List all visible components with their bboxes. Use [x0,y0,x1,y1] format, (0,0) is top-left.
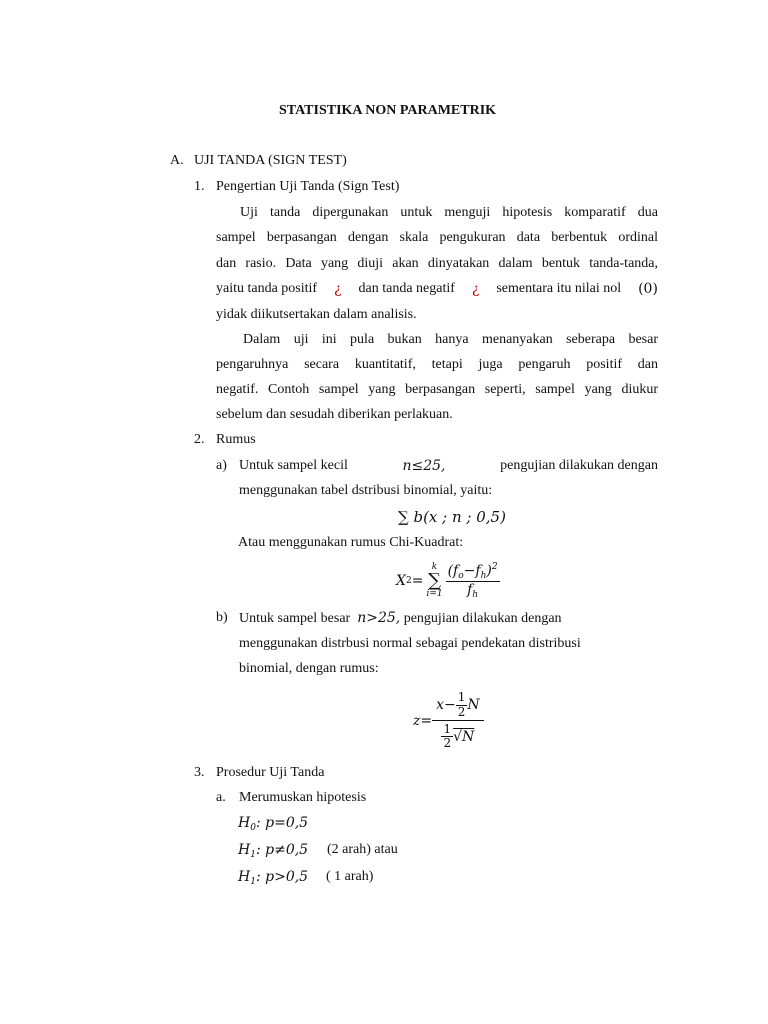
text-fragment: pengujian dilakukan dengan [403,611,562,626]
chi-fraction [446,562,500,601]
text-fragment: pengujian dilakukan dengan [500,458,658,473]
denominator: f [467,582,473,598]
chi-lhs: X [396,573,406,589]
z-formula [413,686,484,756]
chi-square-intro: Atau menggunakan rumus Chi-Kuadrat: [238,535,464,550]
half-numerator: 1 [443,721,452,736]
sum-upper-limit: k [431,562,438,572]
section-marker: A. [170,153,184,168]
text-fragment: dan tanda negatif [358,281,455,296]
paragraph-1-line: dan rasio. Data yang diuji akan dinyatakan dalam bentuk tanda-tanda, [216,256,658,271]
expected-subscript: h [480,570,487,581]
chi-lhs-exponent: 2 [405,576,412,586]
large-sample-condition: n>25, [357,610,401,626]
paragraph-1-line: sampel berpasangan dengan skala pengukuran data berbentuk ordinal [216,230,658,245]
sub-item-a-marker: a) [216,458,227,473]
sqrt-n: √N [453,728,475,745]
page-title: STATISTIKA NON PARAMETRIK [279,103,497,118]
half-denominator: 2 [443,736,452,751]
h-symbol: H [238,815,251,831]
h-subscript: 1 [250,877,256,887]
item-2-heading: Rumus [216,432,256,447]
positive-sign-symbol: ¿ [334,281,342,297]
section-heading: UJI TANDA (SIGN TEST) [194,153,347,168]
paragraph-1-line-4 [216,281,658,297]
half-denominator: 2 [457,704,466,719]
h-subscript: 0 [250,823,256,833]
sub-item-a-line-2: menggunakan tabel dstribusi binomial, yaitu: [239,483,493,498]
equals-sign: = [411,573,424,589]
null-hypothesis [238,815,308,833]
item-2-marker: 2. [194,432,205,447]
half-fraction [441,723,453,752]
text-fragment: Untuk sampel kecil [239,458,348,473]
text-fragment: sementara itu nilai nol [496,281,622,296]
numerator-exponent: 2 [491,561,498,572]
sub-item-a-text: Merumuskan hipotesis [239,790,367,805]
two-sided-note: (2 arah) atau [327,842,398,857]
sum-lower-limit: i=1 [426,589,443,599]
negative-sign-symbol: ¿ [471,281,480,297]
paragraph-1-line: Uji tanda dipergunakan untuk menguji hipotesis komparatif dua [240,205,658,220]
sub-item-b-line-3: binomial, dengan rumus: [239,661,379,676]
z-numerator-x: x− [436,697,456,714]
small-sample-condition: n≤25, [402,458,446,474]
item-3-marker: 3. [194,765,205,780]
h-subscript: 1 [250,850,256,860]
text-fragment: Untuk sampel besar [239,611,351,626]
alt-hypothesis-one-sided [238,869,308,887]
sub-item-b-marker: b) [216,610,228,625]
item-3-heading: Prosedur Uji Tanda [216,765,325,780]
sub-item-a-marker: a. [216,790,226,805]
z-fraction [432,691,484,751]
chi-square-formula [396,558,500,604]
half-numerator: 1 [457,689,466,704]
sub-item-a-line-1 [239,458,658,474]
numerator-minus: −f [463,562,481,579]
paragraph-2-line: sebelum dan sesudah diberikan perlakuan. [216,407,453,422]
item-1-marker: 1. [194,179,205,194]
z-numerator-n: N [467,697,480,714]
alt-hypothesis-two-sided [238,842,308,860]
observed-subscript: o [458,570,464,581]
hypothesis-expression: : p>0,5 [255,869,309,885]
binomial-formula: ∑ b(x ; n ; 0,5) [398,508,506,526]
hypothesis-expression: : p≠0,5 [255,842,309,858]
z-lhs: z= [413,713,433,729]
summation-sign: ∑ [428,570,441,591]
h-symbol: H [238,842,251,858]
zero-value: (0) [638,281,658,297]
h-symbol: H [238,869,251,885]
text-fragment: yaitu tanda positif [216,281,318,296]
numerator-open: (f [447,562,459,579]
item-1-heading: Pengertian Uji Tanda (Sign Test) [216,179,400,194]
paragraph-1-line: yidak diikutsertakan dalam analisis. [216,307,417,322]
sub-item-b-line-2: menggunakan distrbusi normal sebagai pendekatan distribusi [239,636,581,651]
denominator-subscript: h [472,590,479,600]
hypothesis-expression: : p=0,5 [255,815,309,831]
paragraph-2-line: pengaruhnya secara kuantitatif, tetapi juga pengaruh positif dan [216,357,658,372]
numerator-close: ) [486,562,492,579]
paragraph-2-line: negatif. Contoh sampel yang berpasangan seperti, sampel yang diukur [216,382,658,397]
one-sided-note: ( 1 arah) [326,869,374,884]
half-fraction [456,691,468,720]
paragraph-2-line: Dalam uji ini pula bukan hanya menanyakan seberapa besar [243,332,658,347]
sub-item-b-line-1 [239,610,562,627]
